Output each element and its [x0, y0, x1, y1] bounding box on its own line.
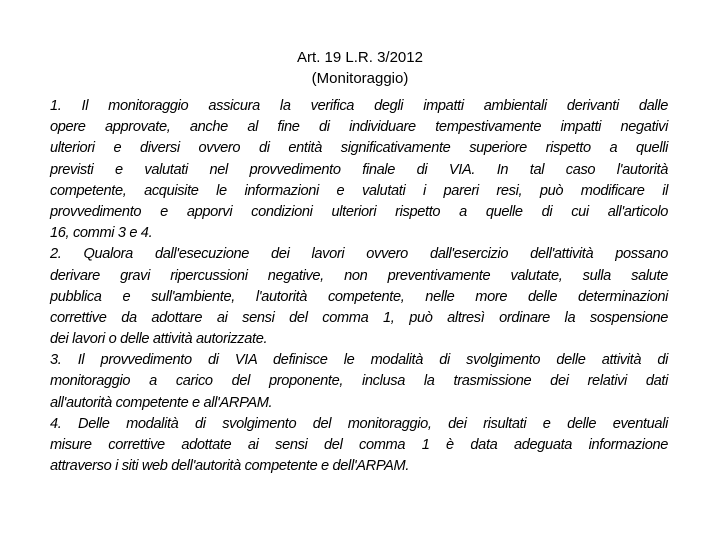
text-line: all'autorità competente e all'ARPAM.: [50, 394, 273, 411]
text-line: misure correttive adottate ai sensi del comma 1 è data adeguata informazione: [50, 437, 668, 453]
text-line: monitoraggio a carico del proponente, inclusa la trasmissione dei relativi dati: [50, 373, 668, 390]
article-body: [50, 96, 668, 477]
text-line: 2. Qualora dall'esecuzione dei lavori ovvero dall'esercizio dell'attività possano: [50, 246, 668, 263]
text-line: pubblica e sull'ambiente, l'autorità competente, nelle more delle determinazioni: [50, 288, 668, 305]
text-line: provvedimento e apporvi condizioni ulteriori rispetto a quelle di cui all'articolo: [50, 203, 668, 220]
text-line: 4. Delle modalità di svolgimento del monitoraggio, dei risultati e delle eventuali: [50, 415, 668, 432]
text-line: previsti e valutati nel provvedimento finale di VIA. In tal caso l'autorità: [50, 161, 668, 178]
text-line: derivare gravi ripercussioni negative, non preventivamente valutate, sulla salute: [50, 267, 668, 284]
text-line: 16, commi 3 e 4.: [50, 225, 153, 242]
text-line: dei lavori o delle attività autorizzate.: [50, 331, 268, 348]
text-line: ulteriori e diversi ovvero di entità significativamente superiore rispetto a quelli: [50, 140, 668, 157]
text-line: attraverso i siti web dell'autorità competente e dell'ARPAM.: [50, 458, 410, 475]
paragraph-4: [50, 414, 668, 478]
paragraph-2: [50, 244, 668, 350]
text-line: 3. Il provvedimento di VIA definisce le modalità di svolgimento delle attività di: [50, 352, 668, 369]
text-line: correttive da adottare ai sensi del comma 1, può altresì ordinare la sospensione: [50, 309, 668, 326]
paragraph-1: [50, 96, 668, 244]
text-line: opere approvate, anche al fine di individuare tempestivamente impatti negativi: [50, 119, 668, 136]
text-line: competente, acquisite le informazioni e valutati i pareri resi, può modificare il: [50, 182, 668, 199]
article-title: Art. 19 L.R. 3/2012: [297, 49, 423, 66]
article-subtitle: (Monitoraggio): [311, 70, 409, 87]
text-line: 1. Il monitoraggio assicura la verifica degli impatti ambientali derivanti dalle: [50, 98, 668, 114]
paragraph-3: [50, 350, 668, 414]
